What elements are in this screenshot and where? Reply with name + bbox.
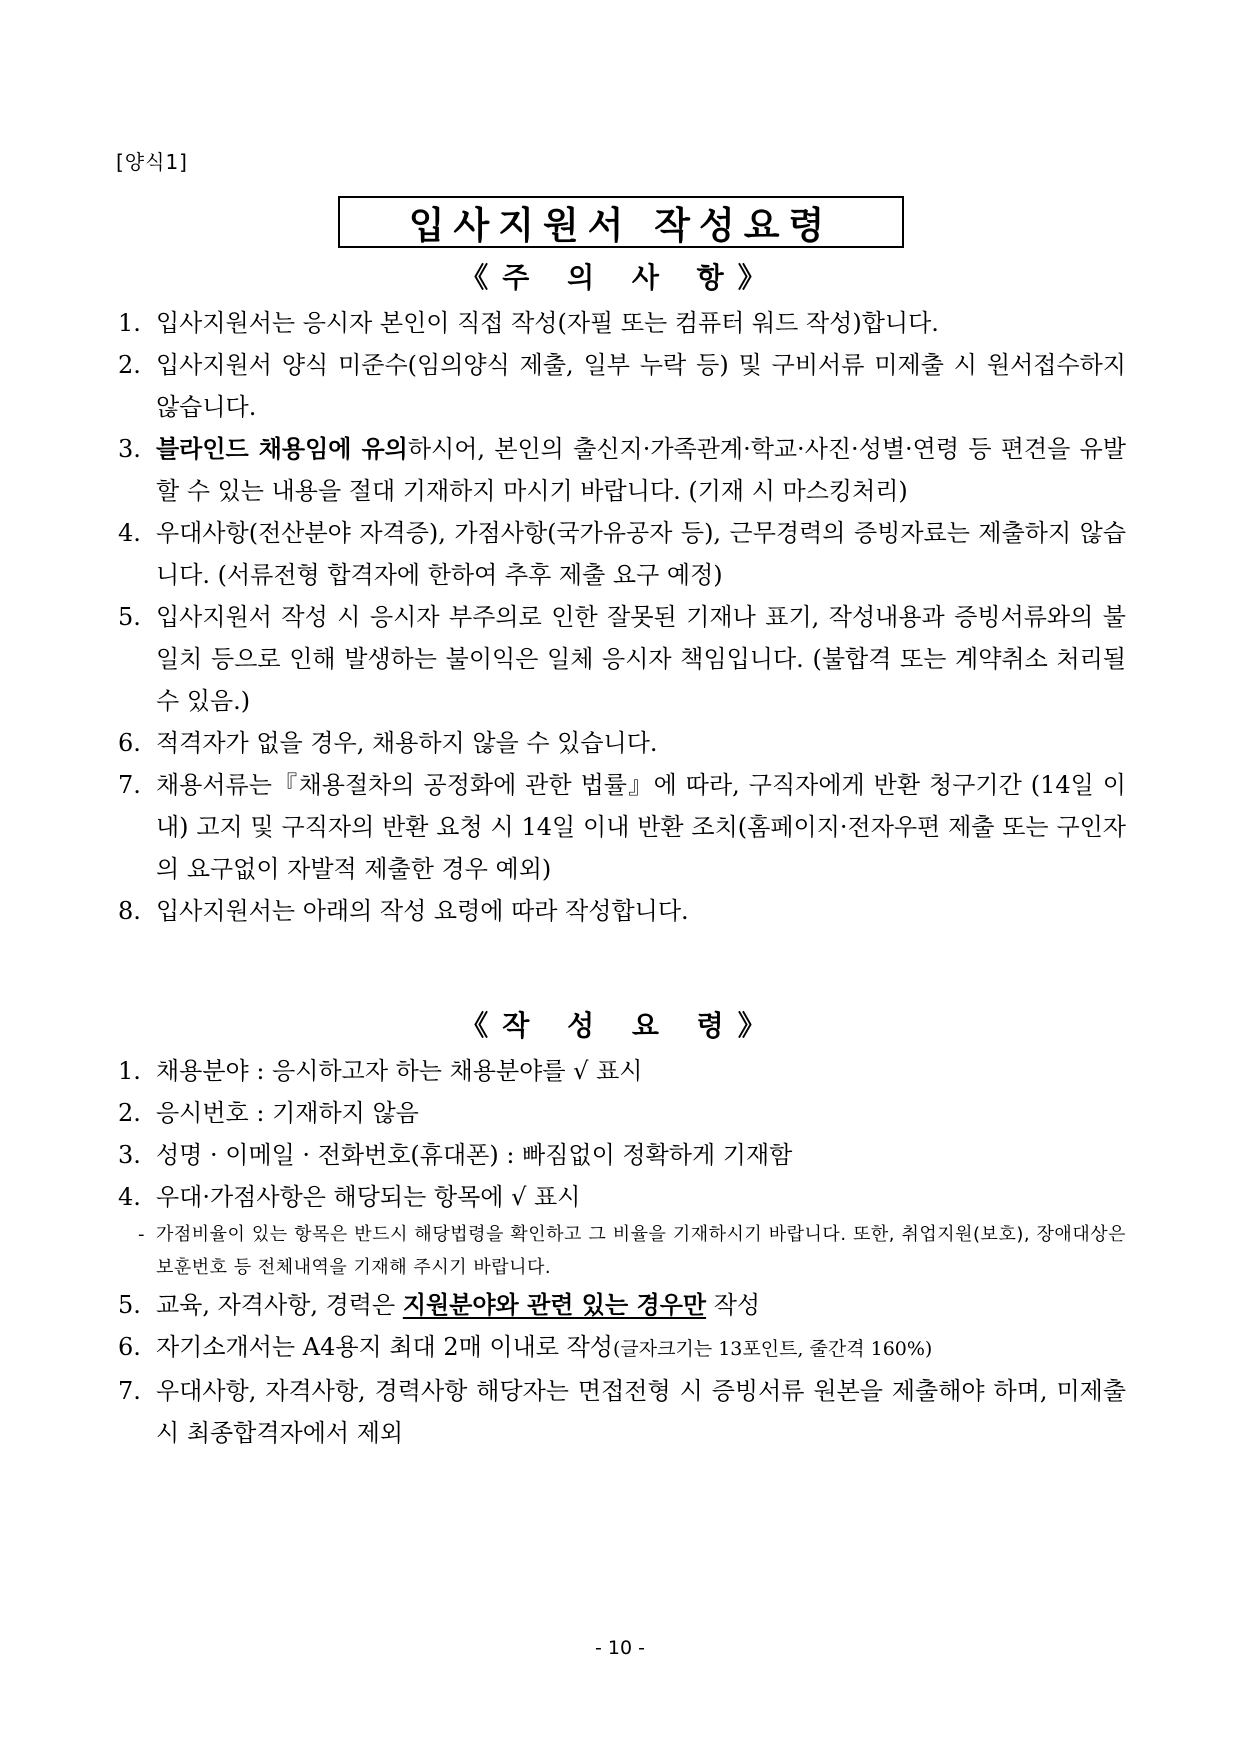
- notice-item-3: [118, 428, 1126, 512]
- related-only-emphasis: 지원분야와 관련 있는 경우만: [402, 1290, 707, 1319]
- form-label: [양식1]: [116, 150, 188, 174]
- item-text: 교육, 자격사항, 경력은: [156, 1291, 403, 1319]
- item-text: 우대사항, 자격사항, 경력사항 해당자는 면접전형 시 증빙서류 원본을 제출해야 하며, 미제출시 최종합격자에서 제외: [156, 1377, 1126, 1447]
- page-number: - 10 -: [595, 1637, 645, 1659]
- item-text: 하시어, 본인의 출신지·가족관계·학교·사진·성별·연령 등 편견을 유발할 수 있는 내용을 절대 기재하지 마시기 바랍니다. (기재 시 마스킹처리): [156, 435, 1126, 505]
- note-text: 가점비율이 있는 항목은 반드시 해당법령을 확인하고 그 비율을 기재하시기 바랍니다. 또한, 취업지원(보호), 장애대상은 보훈번호 등 전체내역을 기재해 주시기 바랍니다.: [156, 1224, 1126, 1278]
- item-text: 우대사항(전산분야 자격증), 가점사항(국가유공자 등), 근무경력의 증빙자료는 제출하지 않습니다. (서류전형 합격자에 한하여 추후 제출 요구 예정): [156, 519, 1126, 589]
- item-text: 우대·가점사항은 해당되는 항목에 √ 표시: [156, 1183, 581, 1211]
- guide-item-5: [118, 1284, 1126, 1326]
- format-note: (글자크기는 13포인트, 줄간격 160%): [612, 1338, 933, 1360]
- guide-item-7: [118, 1370, 1126, 1454]
- item-text: 적격자가 없을 경우, 채용하지 않을 수 있습니다.: [156, 729, 658, 757]
- item-text: 채용분야 : 응시하고자 하는 채용분야를 √ 표시: [156, 1057, 643, 1085]
- item-number: 2.: [118, 1099, 141, 1127]
- dash-marker: -: [138, 1224, 145, 1245]
- item-number: 1.: [118, 1057, 141, 1085]
- item-text: 성명 · 이메일 · 전화번호(휴대폰) : 빠짐없이 정확하게 기재함: [156, 1141, 793, 1169]
- item-text: 응시번호 : 기재하지 않음: [156, 1099, 419, 1127]
- item-number: 2.: [118, 351, 141, 379]
- notice-list: [118, 302, 1126, 932]
- item-text: 채용서류는『채용절차의 공정화에 관한 법률』에 따라, 구직자에게 반환 청구기간 (14일 이내) 고지 및 구직자의 반환 요청 시 14일 이내 반환 조치(홈페이지·전자우편 제출 또는 구인자의 요구없이 자발적 제출한 경우 예외): [156, 771, 1126, 883]
- item-number: 8.: [118, 897, 141, 925]
- notice-item-2: [118, 344, 1126, 428]
- item-number: 1.: [118, 309, 141, 337]
- item-number: 3.: [118, 1141, 141, 1169]
- item-text: 입사지원서는 아래의 작성 요령에 따라 작성합니다.: [156, 897, 689, 925]
- item-text: 입사지원서 작성 시 응시자 부주의로 인한 잘못된 기재나 표기, 작성내용과 증빙서류와의 불일치 등으로 인해 발생하는 불이익은 일체 응시자 책임입니다. (불합격 또는 계약취소 처리될 수 있음.): [156, 603, 1126, 715]
- item-text: 자기소개서는 A4용지 최대 2매 이내로 작성: [156, 1333, 613, 1361]
- guide-item-2: [118, 1092, 1126, 1134]
- document-title: 입사지원서 작성요령: [338, 196, 904, 248]
- item-number: 4.: [118, 519, 141, 547]
- item-number: 6.: [118, 1333, 141, 1361]
- item-number: 3.: [118, 435, 141, 463]
- guide-item-4: [118, 1176, 1126, 1218]
- notice-heading: 《주 의 사 항》: [460, 261, 780, 294]
- guide-item-4-note: [132, 1218, 1126, 1284]
- item-text: 입사지원서 양식 미준수(임의양식 제출, 일부 누락 등) 및 구비서류 미제출 시 원서접수하지 않습니다.: [156, 351, 1126, 421]
- guide-heading: 《작 성 요 령》: [460, 1009, 780, 1042]
- item-number: 4.: [118, 1183, 141, 1211]
- notice-item-5: [118, 596, 1126, 722]
- item-text-after: 작성: [706, 1291, 761, 1319]
- notice-item-8: [118, 890, 1126, 932]
- item-number: 7.: [118, 771, 141, 799]
- notice-item-6: [118, 722, 1126, 764]
- notice-item-1: [118, 302, 1126, 344]
- guide-list: [118, 1050, 1126, 1454]
- blind-hiring-emphasis: 블라인드 채용임에 유의: [156, 434, 408, 463]
- item-number: 5.: [118, 603, 141, 631]
- notice-item-7: [118, 764, 1126, 890]
- item-number: 6.: [118, 729, 141, 757]
- item-text: 입사지원서는 응시자 본인이 직접 작성(자필 또는 컴퓨터 워드 작성)합니다.: [156, 309, 939, 337]
- guide-item-1: [118, 1050, 1126, 1092]
- guide-item-3: [118, 1134, 1126, 1176]
- item-number: 5.: [118, 1291, 141, 1319]
- guide-item-6: [118, 1326, 1126, 1370]
- item-number: 7.: [118, 1377, 141, 1405]
- notice-item-4: [118, 512, 1126, 596]
